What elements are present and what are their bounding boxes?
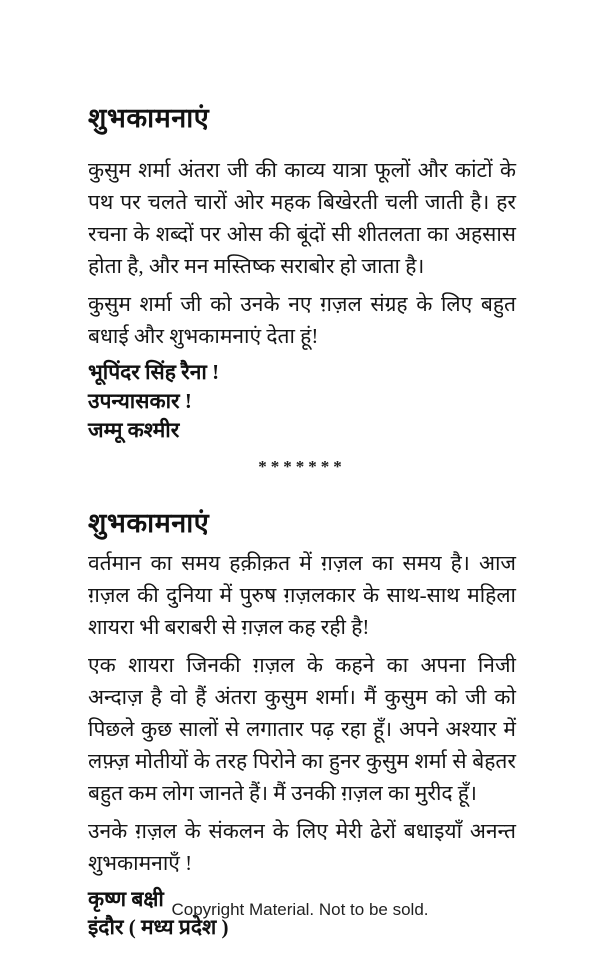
asterisk-separator: *******	[258, 457, 346, 476]
section-best-wishes-1	[88, 100, 516, 445]
signature-title: उपन्यासकार !	[88, 389, 192, 413]
section-2-heading: शुभकामनाएं	[88, 508, 210, 538]
signature-name: भूपिंदर सिंह रैना !	[88, 360, 220, 384]
signature-place: इंदौर ( मध्य प्रदेश )	[88, 915, 229, 939]
section-2-paragraph-2: एक शायरा जिनकी ग़ज़ल के कहने का अपना निजी अन्दाज़ है वो हैं अंतरा कुसुम शर्मा। मैं कुसुम को जी को पिछले कुछ सालों से लगातार पढ़ रहा हूँ। अपने अश्यार में लफ़्ज़ मोतीयों के तरह पिरोने का हुनर कुसुम शर्मा से बेहतर बहुत कम लोग जानते हैं। मैं उनकी ग़ज़ल का मुरीद हूँ।	[88, 653, 516, 805]
section-2-paragraph-1: वर्तमान का समय हक़ीक़त में ग़ज़ल का समय है। आज ग़ज़ल की दुनिया में पुरुष ग़ज़लकार के साथ-साथ महिला शायरा भी बराबरी से ग़ज़ल कह रही है!	[88, 551, 516, 639]
section-2-paragraph-3: उनके ग़ज़ल के संकलन के लिए मेरी ढेरों बधाइयाँ अनन्त शुभकामनाएँ !	[88, 819, 516, 875]
copyright-notice: Copyright Material. Not to be sold.	[171, 900, 429, 919]
section-best-wishes-2	[88, 505, 516, 941]
signature-name: कृष्ण बक्षी	[88, 887, 164, 911]
section-1-heading: शुभकामनाएं	[88, 103, 210, 133]
section-1-signature	[88, 358, 516, 445]
section-1-paragraph-2: कुसुम शर्मा जी को उनके नए ग़ज़ल संग्रह के लिए बहुत बधाई और शुभकामनाएं देता हूं!	[88, 292, 516, 348]
signature-place: जम्मू कश्मीर	[88, 418, 180, 442]
section-1-paragraph-1: कुसुम शर्मा अंतरा जी की काव्य यात्रा फूलों और कांटों के पथ पर चलते चारों ओर महक बिखेरती चली जाती है। हर रचना के शब्दों पर ओस की बूंदों सी शीतलता का अहसास होता है, और मन मस्तिष्क सराबोर हो जाता है।	[88, 158, 516, 278]
